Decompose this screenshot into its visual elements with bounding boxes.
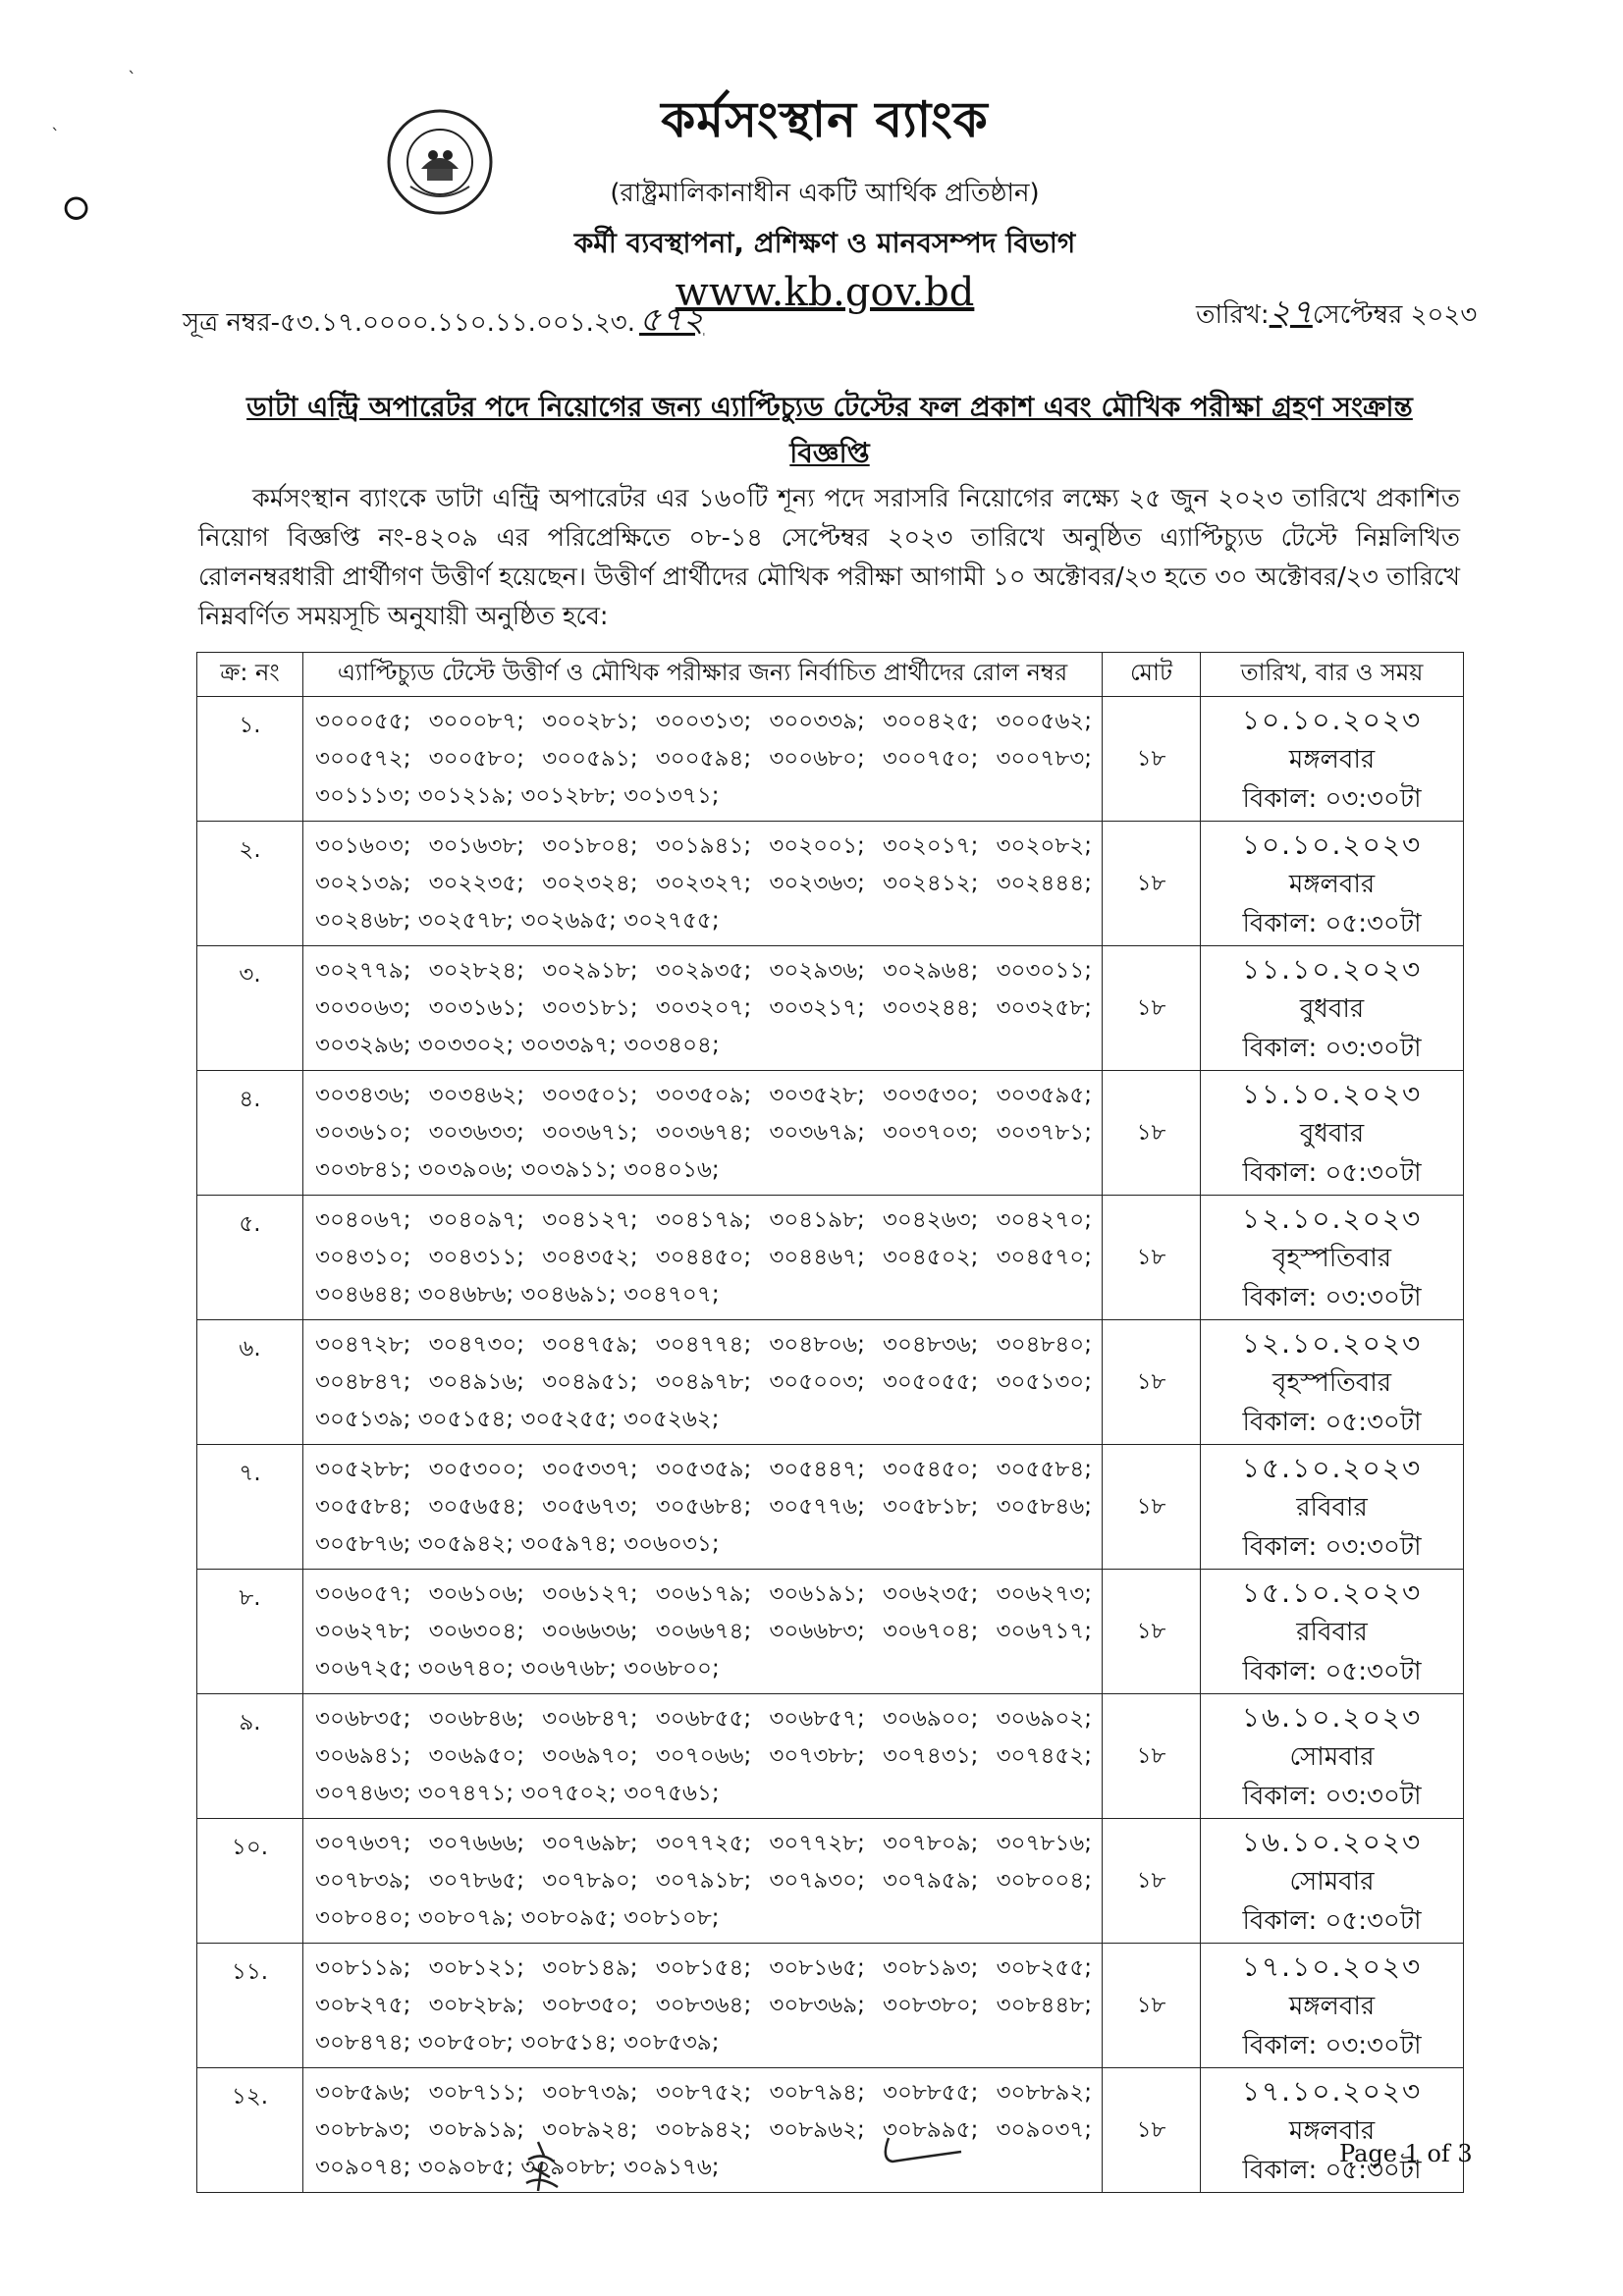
issue-date: [1196, 287, 1477, 343]
website-link[interactable]: www.kb.gov.bd: [675, 270, 975, 315]
total-cell: ১৮: [1103, 1196, 1201, 1320]
serial-cell: ১২.: [197, 2068, 303, 2193]
table-row: [197, 1944, 1464, 2068]
datetime-cell: [1201, 1196, 1464, 1320]
exam-time: বিকাল: ০৩:৩০টা: [1242, 1532, 1422, 1562]
exam-date: ১৬.১০.২০২৩: [1241, 1826, 1423, 1858]
datetime-cell: [1201, 1819, 1464, 1944]
roll-numbers-cell: ৩০২৭৭৯; ৩০২৮২৪; ৩০২৯১৮; ৩০২৯৩৫; ৩০২৯৩৬; ৩০২৯৬৪; ৩০৩০১১; ৩০৩০৬৩; ৩০৩১৬১; ৩০৩১৮১; ৩০৩২০৭; ৩০৩২১৭; ৩০৩২৪৪; ৩০৩২৫৮; ৩০৩২৯৬; ৩০৩৩০২; ৩০৩৩৯৭; ৩০৩৪০৪;: [303, 946, 1103, 1071]
roll-numbers-cell: ৩০৬০৫৭; ৩০৬১০৬; ৩০৬১২৭; ৩০৬১৭৯; ৩০৬১৯১; ৩০৬২৩৫; ৩০৬২৭৩; ৩০৬২৭৮; ৩০৬৩০৪; ৩০৬৬৩৬; ৩০৬৬৭৪; ৩০৬৬৮৩; ৩০৬৭০৪; ৩০৬৭১৭; ৩০৬৭২৫; ৩০৬৭৪০; ৩০৬৭৬৮; ৩০৬৮০০;: [303, 1570, 1103, 1694]
department-name: কর্মী ব্যবস্থাপনা, প্রশিক্ষণ ও মানবসম্পদ বিভাগ: [573, 227, 1076, 259]
table-row: [197, 1694, 1464, 1819]
notice-body: [198, 479, 1460, 636]
bank-logo-seal: [386, 108, 494, 216]
handwritten-page-mark: ০: [59, 177, 94, 239]
exam-day: মঙ্গলবার: [1288, 1992, 1376, 2021]
serial-cell: ১১.: [197, 1944, 303, 2068]
datetime-cell: [1201, 1694, 1464, 1819]
table-row: [197, 1570, 1464, 1694]
notice-title: ডাটা এন্ট্রি অপারেটর পদে নিয়োগের জন্য এ্যাপ্টিচ্যুড টেস্টের ফল প্রকাশ এবং মৌখিক পরীক্ষা গ্রহণ সংক্রান্ত বিজ্ঞপ্তি: [246, 391, 1413, 469]
exam-date: ১০.১০.২০২৩: [1241, 828, 1423, 861]
table-row: [197, 822, 1464, 946]
serial-cell: ২.: [197, 822, 303, 946]
total-cell: ১৮: [1103, 1819, 1201, 1944]
total-cell: ১৮: [1103, 1320, 1201, 1445]
memo-handwritten-number: ৫৭২: [638, 300, 705, 340]
total-cell: ১৮: [1103, 1570, 1201, 1694]
column-header-total: মোট: [1103, 653, 1201, 697]
total-cell: ১৮: [1103, 1694, 1201, 1819]
total-cell: ১৮: [1103, 1944, 1201, 2068]
exam-day: মঙ্গলবার: [1288, 745, 1376, 774]
page-number: Page 1 of 3: [1339, 2140, 1473, 2167]
bank-subtitle: (রাষ্ট্রমালিকানাধীন একটি আর্থিক প্রতিষ্ঠান): [610, 179, 1040, 208]
total-cell: ১৮: [1103, 946, 1201, 1071]
total-cell: ১৮: [1103, 697, 1201, 822]
exam-day: সোমবার: [1289, 1742, 1375, 1772]
column-header-rolls: এ্যাপ্টিচ্যুড টেস্টে উত্তীর্ণ ও মৌখিক পরীক্ষার জন্য নির্বাচিত প্রার্থীদের রোল নম্বর: [303, 653, 1103, 697]
total-cell: ১৮: [1103, 2068, 1201, 2193]
column-header-datetime: তারিখ, বার ও সময়: [1201, 653, 1464, 697]
exam-time: বিকাল: ০৫:৩০টা: [1242, 909, 1422, 938]
exam-time: বিকাল: ০৩:৩০টা: [1242, 2031, 1422, 2060]
datetime-cell: [1201, 1320, 1464, 1445]
roll-numbers-cell: ৩০৭৬৩৭; ৩০৭৬৬৬; ৩০৭৬৯৮; ৩০৭৭২৫; ৩০৭৭২৮; ৩০৭৮০৯; ৩০৭৮১৬; ৩০৭৮৩৯; ৩০৭৮৬৫; ৩০৭৮৯০; ৩০৭৯১৮; ৩০৭৯৩০; ৩০৭৯৫৯; ৩০৮০০৪; ৩০৮০৪০; ৩০৮০৭৯; ৩০৮০৯৫; ৩০৮১০৮;: [303, 1819, 1103, 1944]
exam-date: ১৭.১০.২০২৩: [1241, 2075, 1423, 2108]
total-cell: ১৮: [1103, 1445, 1201, 1570]
exam-date: ১৫.১০.২০২৩: [1241, 1452, 1423, 1484]
serial-cell: ৭.: [197, 1445, 303, 1570]
exam-day: মঙ্গলবার: [1288, 870, 1376, 899]
exam-day: সোমবার: [1289, 1867, 1375, 1896]
total-cell: ১৮: [1103, 1071, 1201, 1196]
roll-numbers-cell: ৩০৬৮৩৫; ৩০৬৮৪৬; ৩০৬৮৪৭; ৩০৬৮৫৫; ৩০৬৮৫৭; ৩০৬৯০০; ৩০৬৯০২; ৩০৬৯৪১; ৩০৬৯৫০; ৩০৬৯৭০; ৩০৭০৬৬; ৩০৭৩৮৮; ৩০৭৪৩১; ৩০৭৪৫২; ৩০৭৪৬৩; ৩০৭৪৭১; ৩০৭৫০২; ৩০৭৫৬১;: [303, 1694, 1103, 1819]
exam-time: বিকাল: ০৫:৩০টা: [1242, 1657, 1422, 1686]
datetime-cell: [1201, 1944, 1464, 2068]
table-row: [197, 1445, 1464, 1570]
total-cell: ১৮: [1103, 822, 1201, 946]
memo-prefix: সূত্র নম্বর-৫৩.১৭.০০০০.১১০.১১.০০১.২৩.: [183, 308, 635, 338]
datetime-cell: [1201, 2068, 1464, 2193]
serial-cell: ৮.: [197, 1570, 303, 1694]
exam-time: বিকাল: ০৫:৩০টা: [1242, 1906, 1422, 1936]
serial-cell: ১০.: [197, 1819, 303, 1944]
exam-time: বিকাল: ০৩:৩০টা: [1242, 784, 1422, 814]
exam-day: বুধবার: [1299, 994, 1365, 1024]
roll-numbers-cell: ৩০০০৫৫; ৩০০০৮৭; ৩০০২৮১; ৩০০৩১৩; ৩০০৩৩৯; ৩০০৪২৫; ৩০০৫৬২; ৩০০৫৭২; ৩০০৫৮০; ৩০০৫৯১; ৩০০৫৯৪; ৩০০৬৮০; ৩০০৭৫০; ৩০০৭৮৩; ৩০১১১৩; ৩০১২১৯; ৩০১২৮৮; ৩০১৩৭১;: [303, 697, 1103, 822]
serial-cell: ৯.: [197, 1694, 303, 1819]
serial-cell: ৩.: [197, 946, 303, 1071]
exam-time: বিকাল: ০৫:৩০টা: [1242, 2156, 1422, 2185]
letterhead: [511, 83, 1139, 315]
roll-numbers-cell: ৩০৮১১৯; ৩০৮১২১; ৩০৮১৪৯; ৩০৮১৫৪; ৩০৮১৬৫; ৩০৮১৯৩; ৩০৮২৫৫; ৩০৮২৭৫; ৩০৮২৮৯; ৩০৮৩৫০; ৩০৮৩৬৪; ৩০৮৩৬৯; ৩০৮৩৮০; ৩০৮৪৪৮; ৩০৮৪৭৪; ৩০৮৫০৮; ৩০৮৫১৪; ৩০৮৫৩৯;: [303, 1944, 1103, 2068]
exam-date: ১২.১০.২০২৩: [1241, 1327, 1423, 1360]
roll-numbers-cell: ৩০৫২৮৮; ৩০৫৩০০; ৩০৫৩৩৭; ৩০৫৩৫৯; ৩০৫৪৪৭; ৩০৫৪৫০; ৩০৫৫৮৪; ৩০৫৫৮৪; ৩০৫৬৫৪; ৩০৫৬৭৩; ৩০৫৬৮৪; ৩০৫৭৭৬; ৩০৫৮১৮; ৩০৫৮৪৬; ৩০৫৮৭৬; ৩০৫৯৪২; ৩০৫৯৭৪; ৩০৬০৩১;: [303, 1445, 1103, 1570]
exam-date: ১৫.১০.২০২৩: [1241, 1576, 1423, 1609]
signature-initial: [518, 2138, 564, 2193]
exam-date: ১১.১০.২০২৩: [1241, 1078, 1423, 1110]
schedule-table: [196, 652, 1464, 2193]
memo-number: [183, 294, 704, 350]
exam-day: বৃহস্পতিবার: [1271, 1244, 1392, 1273]
table-row: [197, 1320, 1464, 1445]
date-label: তারিখ:: [1196, 300, 1270, 330]
serial-cell: ১.: [197, 697, 303, 822]
datetime-cell: [1201, 697, 1464, 822]
exam-time: বিকাল: ০৩:৩০টা: [1242, 1283, 1422, 1312]
exam-time: বিকাল: ০৫:৩০টা: [1242, 1158, 1422, 1188]
exam-time: বিকাল: ০৩:৩০টা: [1242, 1782, 1422, 1811]
roll-numbers-cell: ৩০৩৪৩৬; ৩০৩৪৬২; ৩০৩৫০১; ৩০৩৫০৯; ৩০৩৫২৮; ৩০৩৫৩০; ৩০৩৫৯৫; ৩০৩৬১০; ৩০৩৬৩৩; ৩০৩৬৭১; ৩০৩৬৭৪; ৩০৩৬৭৯; ৩০৩৭০৩; ৩০৩৭৮১; ৩০৩৮৪১; ৩০৩৯০৬; ৩০৩৯১১; ৩০৪০১৬;: [303, 1071, 1103, 1196]
date-handwritten-day: ২৭: [1269, 293, 1313, 332]
exam-date: ১৬.১০.২০২৩: [1241, 1701, 1423, 1734]
exam-date: ১০.১০.২০২৩: [1241, 704, 1423, 736]
datetime-cell: [1201, 1071, 1464, 1196]
column-header-serial: ক্র: নং: [197, 653, 303, 697]
exam-date: ১১.১০.২০২৩: [1241, 953, 1423, 986]
serial-cell: ৪.: [197, 1071, 303, 1196]
exam-time: বিকাল: ০৩:৩০টা: [1242, 1034, 1422, 1063]
serial-cell: ৬.: [197, 1320, 303, 1445]
table-row: [197, 1819, 1464, 1944]
exam-day: রবিবার: [1296, 1493, 1368, 1522]
date-month-year: সেপ্টেম্বর ২০২৩: [1312, 300, 1478, 330]
roll-numbers-cell: ৩০৪৭২৮; ৩০৪৭৩০; ৩০৪৭৫৯; ৩০৪৭৭৪; ৩০৪৮০৬; ৩০৪৮৩৬; ৩০৪৮৪০; ৩০৪৮৪৭; ৩০৪৯১৬; ৩০৪৯৫১; ৩০৪৯৭৮; ৩০৫০০৩; ৩০৫০৫৫; ৩০৫১৩০; ৩০৫১৩৯; ৩০৫১৫৪; ৩০৫২৫৫; ৩০৫২৬২;: [303, 1320, 1103, 1445]
exam-time: বিকাল: ০৫:৩০টা: [1242, 1408, 1422, 1437]
table-row: [197, 2068, 1464, 2193]
datetime-cell: [1201, 822, 1464, 946]
roll-numbers-cell: ৩০১৬০৩; ৩০১৬৩৮; ৩০১৮০৪; ৩০১৯৪১; ৩০২০০১; ৩০২০১৭; ৩০২০৮২; ৩০২১৩৯; ৩০২২৩৫; ৩০২৩২৪; ৩০২৩২৭; ৩০২৩৬৩; ৩০২৪১২; ৩০২৪৪৪; ৩০২৪৬৮; ৩০২৫৭৮; ৩০২৬৯৫; ৩০২৭৫৫;: [303, 822, 1103, 946]
table-row: [197, 1196, 1464, 1320]
datetime-cell: [1201, 1445, 1464, 1570]
stray-mark: ˋ: [128, 69, 136, 89]
table-row: [197, 946, 1464, 1071]
exam-day: বৃহস্পতিবার: [1271, 1368, 1392, 1398]
signature-initial: [879, 2132, 967, 2167]
roll-numbers-cell: ৩০৮৫৯৬; ৩০৮৭১১; ৩০৮৭৩৯; ৩০৮৭৫২; ৩০৮৭৯৪; ৩০৮৮৫৫; ৩০৮৮৯২; ৩০৮৮৯৩; ৩০৮৯১৯; ৩০৮৯২৪; ৩০৮৯৪২; ৩০৮৯৬২; ৩০৮৯৯৫; ৩০৯০৩৭; ৩০৯০৭৪; ৩০৯০৮৫; ৩০৯০৮৮; ৩০৯১৭৬;: [303, 2068, 1103, 2193]
exam-day: বুধবার: [1299, 1119, 1365, 1148]
roll-numbers-cell: ৩০৪০৬৭; ৩০৪০৯৭; ৩০৪১২৭; ৩০৪১৭৯; ৩০৪১৯৮; ৩০৪২৬৩; ৩০৪২৭০; ৩০৪৩১০; ৩০৪৩১১; ৩০৪৩৫২; ৩০৪৪৫০; ৩০৪৪৬৭; ৩০৪৫০২; ৩০৪৫৭০; ৩০৪৬৪৪; ৩০৪৬৮৬; ৩০৪৬৯১; ৩০৪৭০৭;: [303, 1196, 1103, 1320]
datetime-cell: [1201, 946, 1464, 1071]
exam-date: ১৭.১০.২০২৩: [1241, 1950, 1423, 1983]
exam-day: রবিবার: [1296, 1618, 1368, 1647]
exam-day: মঙ্গলবার: [1288, 2116, 1376, 2146]
stray-mark: ˋ: [51, 126, 60, 146]
notice-paragraph: কর্মসংস্থান ব্যাংকে ডাটা এন্ট্রি অপারেটর এর ১৬০টি শূন্য পদে সরাসরি নিয়োগের লক্ষ্যে ২৫ জুন ২০২৩ তারিখে প্রকাশিত নিয়োগ বিজ্ঞপ্তি নং-৪২০৯ এর পরিপ্রেক্ষিতে ০৮-১৪ সেপ্টেম্বর ২০২৩ তারিখে অনুষ্ঠিত এ্যাপ্টিচ্যুড টেস্টে নিম্নলিখিত রোলনম্বরধারী প্রার্থীগণ উত্তীর্ণ হয়েছেন। উত্তীর্ণ প্রার্থীদের মৌখিক পরীক্ষা আগামী ১০ অক্টোবর/২৩ হতে ৩০ অক্টোবর/২৩ তারিখে নিম্নবর্ণিত সময়সূচি অনুযায়ী অনুষ্ঠিত হবে:: [198, 484, 1460, 631]
table-row: [197, 697, 1464, 822]
serial-cell: ৫.: [197, 1196, 303, 1320]
exam-date: ১২.১০.২০২৩: [1241, 1202, 1423, 1235]
bank-name: কর্মসংস্থান ব্যাংক: [661, 91, 989, 148]
table-row: [197, 1071, 1464, 1196]
datetime-cell: [1201, 1570, 1464, 1694]
